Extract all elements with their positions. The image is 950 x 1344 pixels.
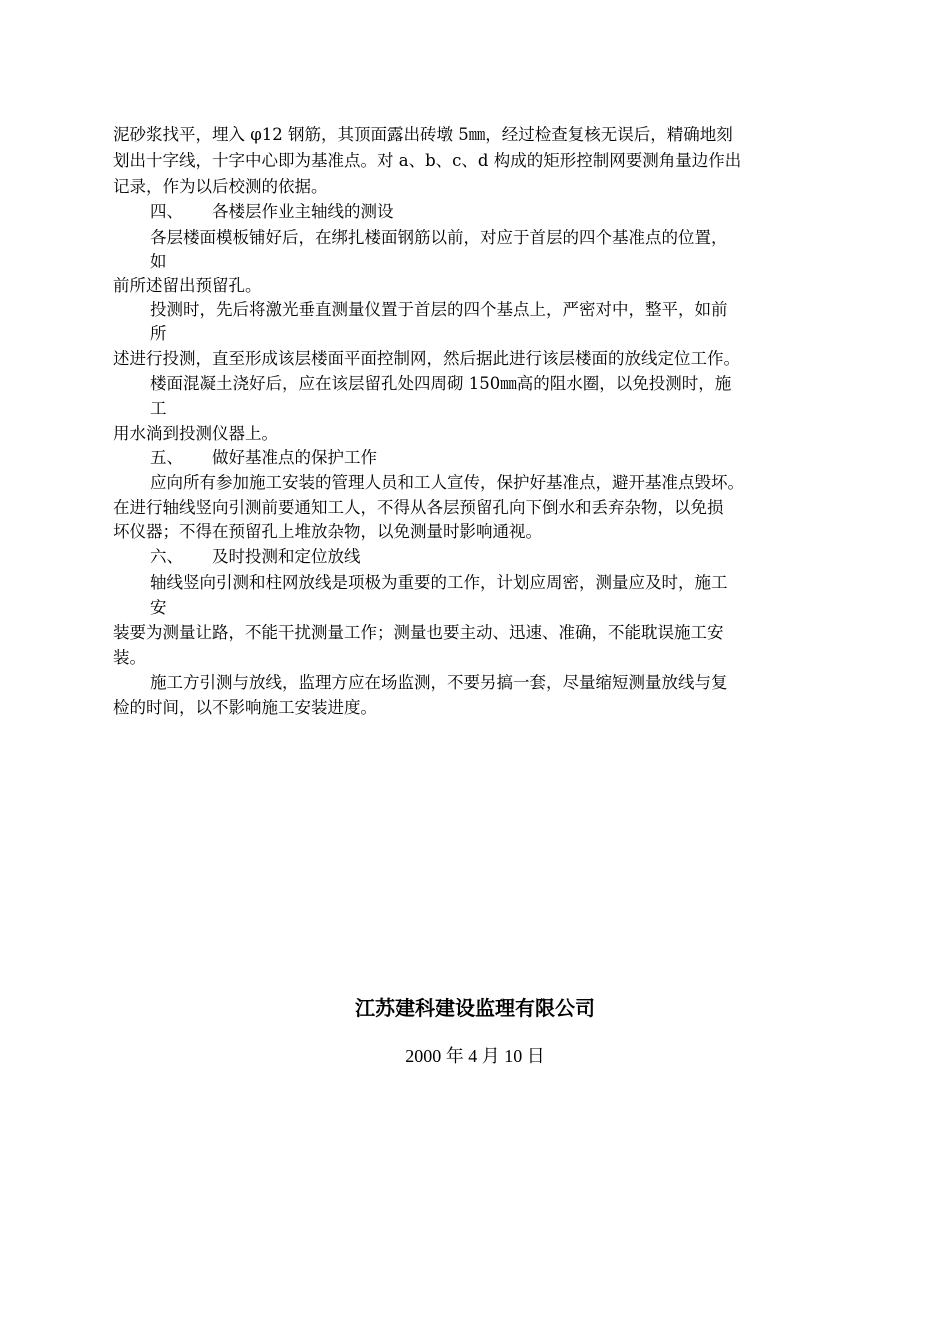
text-line: 楼面混凝土浇好后，应在该层留孔处四周砌 150㎜高的阻水圈，以免投测时，施	[150, 374, 732, 393]
section-title: 及时投测和定位放线	[212, 547, 361, 566]
text-line: 检的时间，以不影响施工安装进度。	[113, 698, 377, 717]
section-number: 五、	[150, 448, 183, 467]
section-number: 四、	[150, 202, 183, 221]
section-heading-5	[150, 446, 880, 470]
text-line: 划出十字线，十字中心即为基准点。对 a、b、c、d 构成的矩形控制网要测角量边作出	[113, 151, 742, 170]
text-line: 记录，作为以后校测的依据。	[113, 177, 328, 196]
text-line: 前所述留出预留孔。	[113, 276, 262, 295]
section-title: 做好基准点的保护工作	[212, 448, 377, 467]
text-line: 应向所有参加施工安装的管理人员和工人宣传，保护好基准点，避开基准点毁坏。	[150, 473, 744, 492]
section-heading-4	[150, 200, 880, 224]
company-name: 江苏建科建设监理有限公司	[355, 996, 595, 1020]
text-line: 施工方引测与放线，监理方应在场监测，不要另搞一套，尽量缩短测量放线与复	[150, 673, 728, 692]
text-line: 轴线竖向引测和柱网放线是项极为重要的工作，计划应周密，测量应及时，施工	[150, 573, 728, 592]
section-title: 各楼层作业主轴线的测设	[212, 202, 394, 221]
text-line: 用水淌到投测仪器上。	[113, 424, 278, 443]
text-line: 工	[150, 399, 167, 418]
text-line: 各层楼面模板铺好后，在绑扎楼面钢筋以前，对应于首层的四个基准点的位置，	[150, 228, 728, 247]
text-line: 安	[150, 598, 167, 617]
signature-date: 2000 年 4 月 10 日	[405, 1046, 545, 1066]
text-line: 装要为测量让路，不能干扰测量工作；测量也要主动、迅速、准确，不能耽误施工安	[113, 623, 724, 642]
text-line: 如	[150, 252, 167, 271]
text-line: 述进行投测，直至形成该层楼面平面控制网，然后据此进行该层楼面的放线定位工作。	[113, 349, 740, 368]
section-number: 六、	[150, 547, 183, 566]
section-heading-6	[150, 545, 880, 569]
text-line: 投测时，先后将激光垂直测量仪置于首层的四个基点上，严密对中，整平，如前	[150, 300, 728, 319]
text-line: 在进行轴线竖向引测前要通知工人，不得从各层预留孔向下倒水和丢弃杂物，以免损	[113, 498, 724, 517]
text-line: 坏仪器；不得在预留孔上堆放杂物，以免测量时影响通视。	[113, 522, 542, 541]
text-line: 所	[150, 324, 167, 343]
text-line: 装。	[113, 648, 146, 667]
text-line: 泥砂浆找平，埋入 φ12 钢筋，其顶面露出砖墩 5㎜，经过检查复核无误后，精确地刻	[113, 125, 733, 144]
